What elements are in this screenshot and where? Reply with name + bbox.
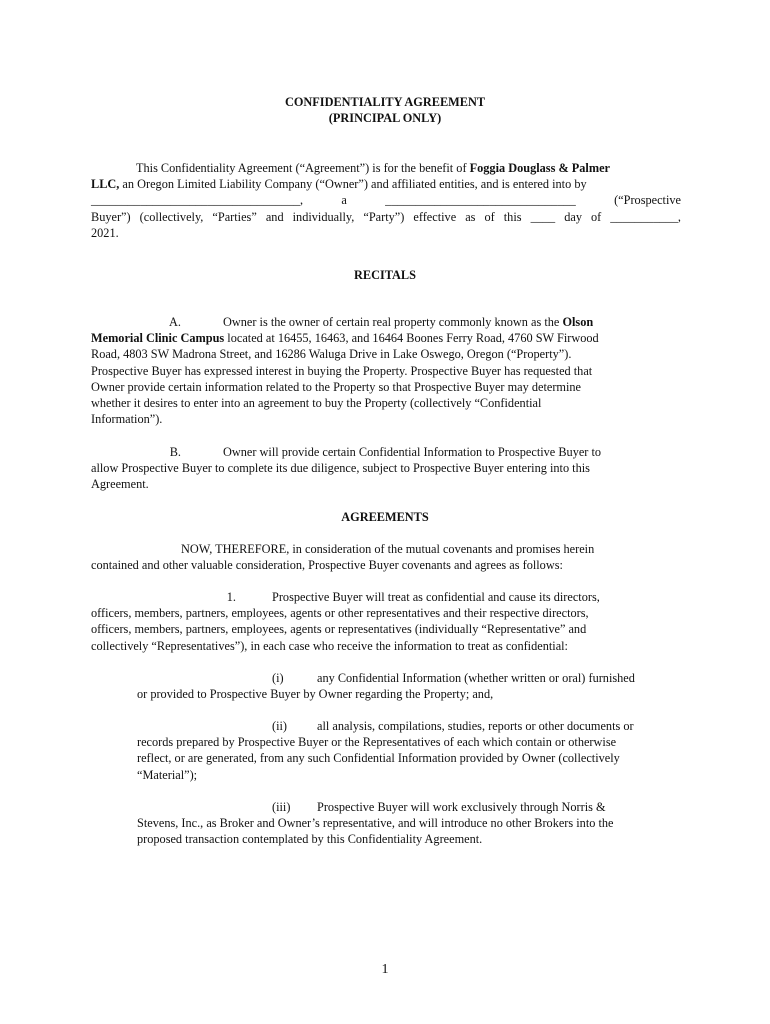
item-text: records prepared by Prospective Buyer or the Representatives of each which contain or otherwise xyxy=(137,735,617,750)
recital-text: whether it desires to enter into an agreement to buy the Property (collectively “Confidential xyxy=(91,396,542,411)
recital-b-label: B. xyxy=(169,445,181,459)
item-text: proposed transaction contemplated by this Confidentiality Agreement. xyxy=(137,832,483,847)
item-text: Stevens, Inc., as Broker and Owner’s representative, and will introduce no other Brokers into the xyxy=(137,816,614,831)
item-i xyxy=(137,670,682,702)
section-text: collectively “Representatives”), in each case who receive the information to treat as confidential: xyxy=(91,638,568,653)
section-text: Prospective Buyer will treat as confidential and cause its directors, xyxy=(272,590,600,604)
item-ii xyxy=(137,718,682,783)
title-line-1: CONFIDENTIALITY AGREEMENT xyxy=(284,95,486,109)
owner-name: Foggia Douglass & Palmer xyxy=(469,161,611,175)
recital-text: Owner will provide certain Confidential Information to Prospective Buyer to xyxy=(223,445,602,459)
recital-text: Agreement. xyxy=(91,477,149,492)
item-iii-label: (iii) xyxy=(272,800,291,814)
property-name: Memorial Clinic Campus xyxy=(91,331,225,346)
intro-text: 2021. xyxy=(91,225,119,240)
owner-name-suffix: LLC, xyxy=(91,177,120,192)
paragraph-text: NOW, THEREFORE, in consideration of the mutual covenants and promises herein xyxy=(181,542,595,556)
paragraph-text: contained and other valuable consideration, Prospective Buyer covenants and agrees as follows: xyxy=(91,558,563,573)
now-therefore-paragraph xyxy=(91,541,661,573)
section-1-label: 1. xyxy=(226,590,236,604)
recital-text: located at 16455, 16463, and 16464 Boones Ferry Road, 4760 SW Firwood xyxy=(224,331,599,346)
agreements-heading: AGREEMENTS xyxy=(341,510,429,524)
item-text: or provided to Prospective Buyer by Owner regarding the Property; and, xyxy=(137,687,494,702)
recital-a-label: A. xyxy=(169,315,181,329)
section-1 xyxy=(91,589,661,654)
property-name: Olson xyxy=(562,315,594,329)
recital-text: Owner provide certain information related to the Property so that Prospective Buyer may determine xyxy=(91,379,582,394)
intro-paragraph xyxy=(91,160,681,241)
item-i-label: (i) xyxy=(272,671,284,685)
intro-text: an Oregon Limited Liability Company (“Owner”) and affiliated entities, and is entered into by xyxy=(119,177,587,192)
item-text: Prospective Buyer will work exclusively through Norris & xyxy=(317,800,606,814)
intro-blank-line: __________________________________, a _______________________________ (“Prospective xyxy=(91,193,681,208)
intro-text: Buyer”) (collectively, “Parties” and individually, “Party”) effective as of this ____ day of ___________, xyxy=(91,209,681,224)
section-text: officers, members, partners, employees, agents or other representatives and their respective directors, xyxy=(91,606,589,621)
intro-text: This Confidentiality Agreement (“Agreement”) is for the benefit of xyxy=(136,161,470,175)
item-text: reflect, or are generated, from any such Confidential Information provided by Owner (collectively xyxy=(137,751,620,766)
recital-a xyxy=(91,314,661,427)
recital-text: Road, 4803 SW Madrona Street, and 16286 Waluga Drive in Lake Oswego, Oregon (“Property”). xyxy=(91,347,572,362)
recitals-heading: RECITALS xyxy=(354,268,416,282)
recital-text: Information”). xyxy=(91,412,163,427)
title xyxy=(0,94,770,126)
item-text: any Confidential Information (whether written or oral) furnished xyxy=(317,671,635,685)
section-text: officers, members, partners, employees, agents or representatives (individually “Representative” and xyxy=(91,622,587,637)
recital-b xyxy=(91,444,661,493)
item-ii-label: (ii) xyxy=(272,719,288,733)
item-text: “Material”); xyxy=(137,767,198,782)
recital-text: allow Prospective Buyer to complete its due diligence, subject to Prospective Buyer entering into this xyxy=(91,461,590,476)
item-iii xyxy=(137,799,682,848)
recital-text: Owner is the owner of certain real property commonly known as the xyxy=(223,315,563,329)
page-number: 1 xyxy=(381,962,389,977)
recital-text: Prospective Buyer has expressed interest in buying the Property. Prospective Buyer has requested that xyxy=(91,363,593,378)
title-line-2: (PRINCIPAL ONLY) xyxy=(328,111,442,126)
item-text: all analysis, compilations, studies, reports or other documents or xyxy=(317,719,634,733)
